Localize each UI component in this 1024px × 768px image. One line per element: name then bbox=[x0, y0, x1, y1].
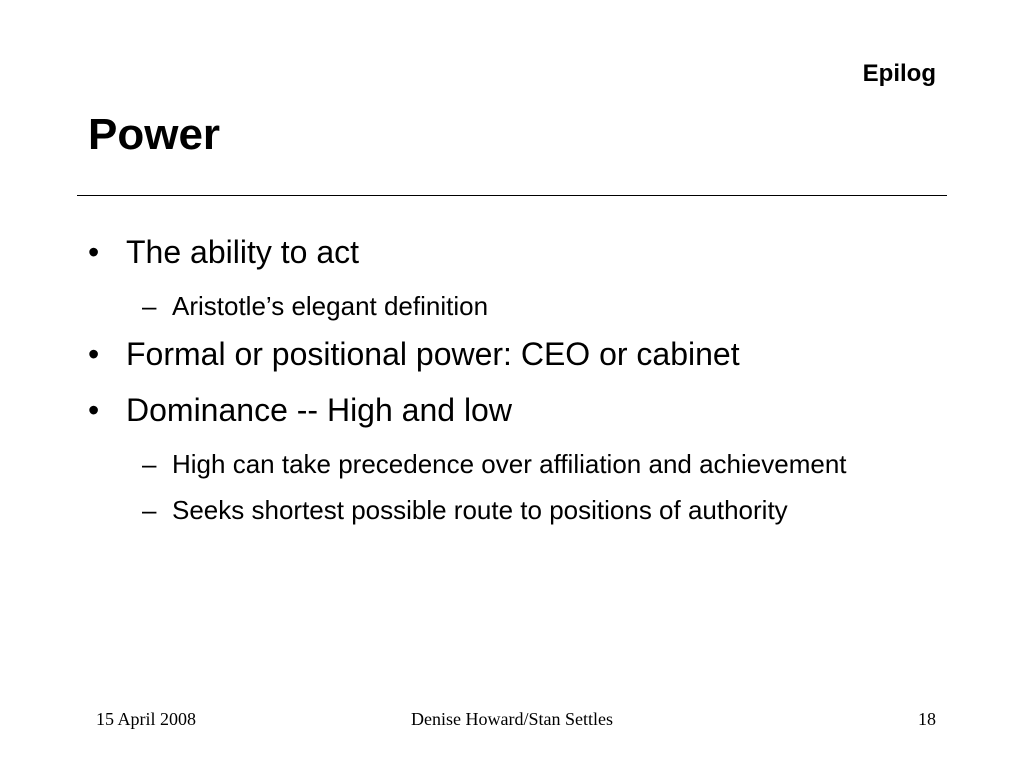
sub-bullet-text: Aristotle’s elegant definition bbox=[172, 291, 489, 321]
sub-bullet-text: High can take precedence over affiliation and achievement bbox=[172, 449, 847, 479]
sub-bullet-marker: – bbox=[142, 495, 157, 525]
sub-bullet-item bbox=[132, 285, 888, 327]
section-label: Epilog bbox=[862, 60, 936, 87]
bullet-text: Dominance -- High and low bbox=[126, 392, 512, 428]
sub-bullet-item bbox=[132, 489, 888, 531]
sub-bullet-text: Seeks shortest possible route to positions of authority bbox=[172, 495, 788, 525]
bullet-text: Formal or positional power: CEO or cabinet bbox=[126, 336, 740, 372]
title-divider bbox=[77, 195, 947, 196]
bullet-item bbox=[88, 331, 888, 377]
bullet-list bbox=[88, 229, 888, 535]
bullet-item bbox=[88, 387, 888, 433]
slide-title: Power bbox=[88, 110, 221, 159]
bullet-item bbox=[88, 229, 888, 275]
page-number: 18 bbox=[918, 709, 936, 729]
sub-bullet-marker: – bbox=[142, 449, 157, 479]
sub-bullet-item bbox=[132, 443, 888, 485]
bullet-text: The ability to act bbox=[126, 234, 359, 270]
footer-date: 15 April 2008 bbox=[96, 709, 197, 729]
bullet-marker: • bbox=[88, 234, 100, 270]
footer-authors: Denise Howard/Stan Settles bbox=[411, 709, 613, 729]
sub-bullet-marker: – bbox=[142, 291, 157, 321]
bullet-marker: • bbox=[88, 336, 100, 372]
bullet-marker: • bbox=[88, 392, 100, 428]
